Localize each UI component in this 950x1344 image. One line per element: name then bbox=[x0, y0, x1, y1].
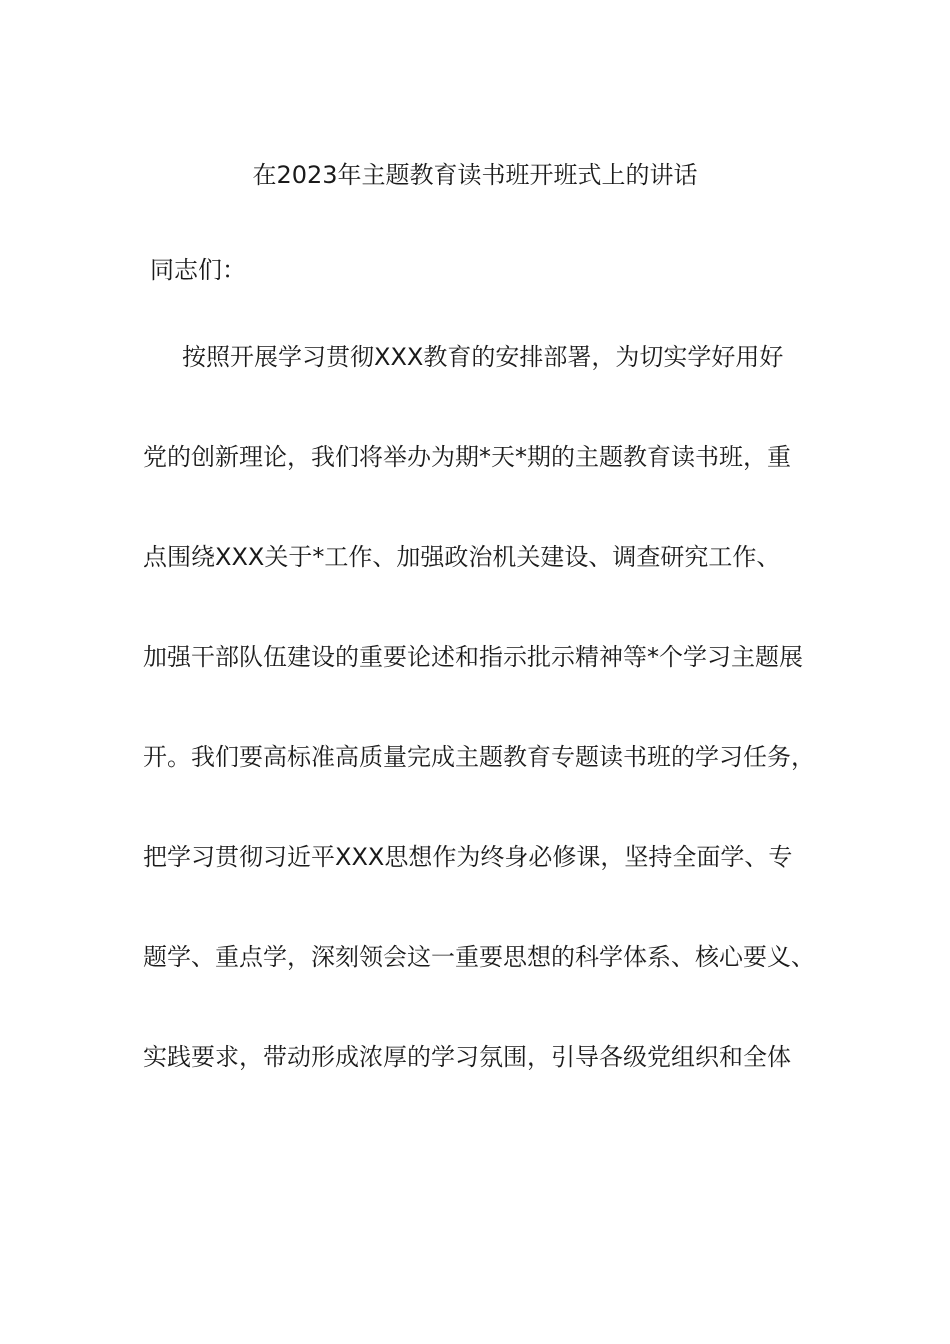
body-line: 题学、重点学，深刻领会这一重要思想的科学体系、核心要义、 bbox=[143, 943, 815, 971]
body-line: 把学习贯彻习近平XXX思想作为终身必修课，坚持全面学、专 bbox=[143, 843, 793, 871]
body-line: 点围绕XXX关于*工作、加强政治机关建设、调查研究工作、 bbox=[143, 543, 781, 571]
document-title: 在2023年主题教育读书班开班式上的讲话 bbox=[252, 161, 698, 189]
body-line: 按照开展学习贯彻XXX教育的安排部署，为切实学好用好 bbox=[182, 343, 784, 371]
body-line: 开。我们要高标准高质量完成主题教育专题读书班的学习任务， bbox=[143, 743, 815, 771]
salutation: 同志们： bbox=[150, 256, 246, 284]
body-line: 党的创新理论，我们将举办为期*天*期的主题教育读书班，重 bbox=[143, 443, 791, 471]
body-line: 加强干部队伍建设的重要论述和指示批示精神等*个学习主题展 bbox=[143, 643, 803, 671]
body-line: 实践要求，带动形成浓厚的学习氛围，引导各级党组织和全体 bbox=[143, 1043, 791, 1071]
